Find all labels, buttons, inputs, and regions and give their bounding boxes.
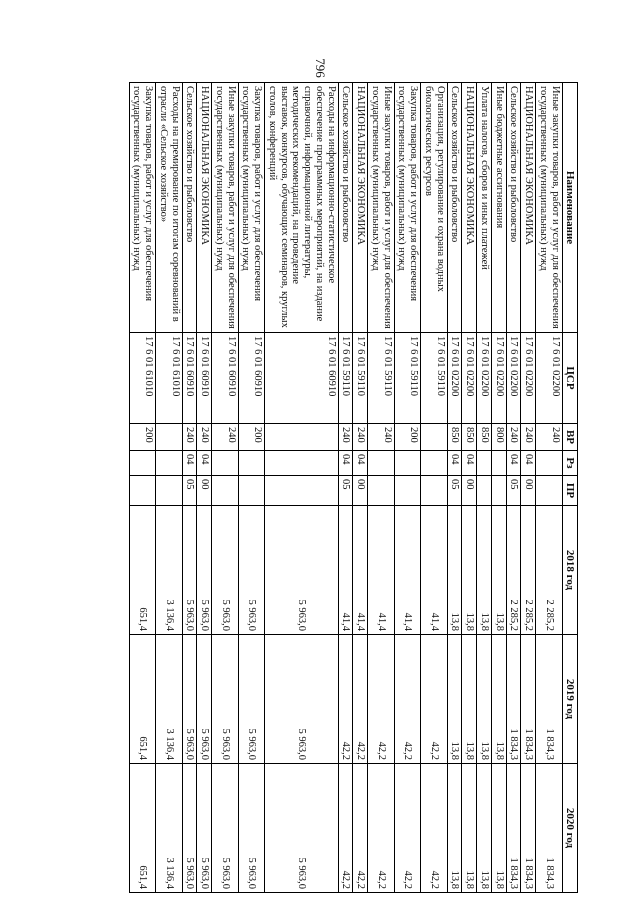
cell-pr: 00 [462, 476, 477, 506]
cell-2020: 5 963,0 [212, 764, 239, 893]
cell-name: Сельское хозяйство и рыболовство [506, 83, 521, 333]
cell-csr: 17 6 01 60910 [182, 333, 197, 424]
table-row [182, 83, 197, 893]
cell-2018: 5 963,0 [265, 506, 339, 635]
cell-vr: 850 [477, 424, 492, 451]
cell-pr [368, 476, 395, 506]
cell-pr [265, 476, 339, 506]
cell-2018: 13,8 [491, 506, 506, 635]
cell-csr: 17 6 01 60910 [265, 333, 339, 424]
cell-csr: 17 6 01 02200 [447, 333, 462, 424]
cell-pr [212, 476, 239, 506]
cell-2020: 5 963,0 [197, 764, 212, 893]
cell-pr: 00 [521, 476, 536, 506]
cell-2019: 651,4 [129, 635, 156, 764]
cell-name: Расходы на премирование по итогам соревнований в отрасли «Сельское хозяйство» [156, 83, 183, 333]
table-row [536, 83, 563, 893]
cell-csr: 17 6 01 61010 [129, 333, 156, 424]
table-row [197, 83, 212, 893]
cell-pr [394, 476, 421, 506]
cell-2019: 13,8 [477, 635, 492, 764]
cell-pr: 00 [353, 476, 368, 506]
cell-csr: 17 6 01 59110 [368, 333, 395, 424]
cell-vr [265, 424, 339, 451]
cell-2019: 5 963,0 [197, 635, 212, 764]
cell-2019: 5 963,0 [265, 635, 339, 764]
cell-2020: 42,2 [394, 764, 421, 893]
cell-vr: 240 [368, 424, 395, 451]
cell-2020: 1 834,3 [536, 764, 563, 893]
table-row [477, 83, 492, 893]
cell-vr: 240 [212, 424, 239, 451]
cell-name: Иные закупки товаров, работ и услуг для обеспечения государственных (муниципальных) нужд [212, 83, 239, 333]
cell-vr: 850 [462, 424, 477, 451]
cell-csr: 17 6 01 59110 [421, 333, 448, 424]
cell-2018: 5 963,0 [182, 506, 197, 635]
cell-rz [394, 451, 421, 476]
cell-2020: 5 963,0 [265, 764, 339, 893]
cell-2018: 13,8 [462, 506, 477, 635]
header-vr: ВР [562, 424, 577, 451]
cell-rz: 04 [197, 451, 212, 476]
cell-rz [156, 451, 183, 476]
cell-2020: 3 136,4 [156, 764, 183, 893]
cell-2020: 42,2 [421, 764, 448, 893]
table-row [212, 83, 239, 893]
cell-vr [156, 424, 183, 451]
cell-pr [156, 476, 183, 506]
header-name: Наименование [562, 83, 577, 333]
table-row [491, 83, 506, 893]
cell-2020: 42,2 [338, 764, 353, 893]
cell-name: НАЦИОНАЛЬНАЯ ЭКОНОМИКА [353, 83, 368, 333]
cell-2019: 13,8 [447, 635, 462, 764]
cell-pr [491, 476, 506, 506]
cell-vr: 200 [129, 424, 156, 451]
table-row [353, 83, 368, 893]
cell-pr: 05 [338, 476, 353, 506]
cell-csr: 17 6 01 59110 [338, 333, 353, 424]
cell-vr: 850 [447, 424, 462, 451]
cell-rz [238, 451, 265, 476]
cell-2019: 42,2 [394, 635, 421, 764]
cell-vr: 240 [353, 424, 368, 451]
cell-2018: 651,4 [129, 506, 156, 635]
header-pr: ПР [562, 476, 577, 506]
cell-pr: 00 [197, 476, 212, 506]
cell-csr: 17 6 01 02200 [521, 333, 536, 424]
cell-vr: 800 [491, 424, 506, 451]
cell-csr: 17 6 01 60910 [238, 333, 265, 424]
cell-csr: 17 6 01 02200 [462, 333, 477, 424]
cell-name: Закупка товаров, работ и услуг для обеспечения государственных (муниципальных) нужд [394, 83, 421, 333]
cell-pr: 05 [447, 476, 462, 506]
cell-2018: 2 285,2 [536, 506, 563, 635]
cell-2020: 5 963,0 [238, 764, 265, 893]
cell-name: Иные бюджетные ассигнования [491, 83, 506, 333]
table-row [506, 83, 521, 893]
cell-pr: 05 [506, 476, 521, 506]
cell-2020: 651,4 [129, 764, 156, 893]
cell-rz: 04 [521, 451, 536, 476]
cell-2020: 5 963,0 [182, 764, 197, 893]
cell-pr [238, 476, 265, 506]
cell-2019: 1 834,3 [521, 635, 536, 764]
cell-csr: 17 6 01 59110 [353, 333, 368, 424]
cell-vr: 240 [182, 424, 197, 451]
cell-csr: 17 6 01 02200 [536, 333, 563, 424]
cell-name: Сельское хозяйство и рыболовство [182, 83, 197, 333]
cell-2019: 5 963,0 [238, 635, 265, 764]
cell-2018: 41,4 [338, 506, 353, 635]
cell-name: Иные закупки товаров, работ и услуг для обеспечения государственных (муниципальных) нужд [368, 83, 395, 333]
table-header-row [562, 83, 577, 893]
table-row [462, 83, 477, 893]
table-row [338, 83, 353, 893]
cell-csr: 17 6 01 60910 [212, 333, 239, 424]
cell-2020: 1 834,3 [506, 764, 521, 893]
cell-rz: 04 [447, 451, 462, 476]
cell-name: Иные закупки товаров, работ и услуг для обеспечения государственных (муниципальных) нужд [536, 83, 563, 333]
table-row [129, 83, 156, 893]
cell-2019: 13,8 [491, 635, 506, 764]
cell-2019: 42,2 [338, 635, 353, 764]
cell-2020: 42,2 [368, 764, 395, 893]
cell-name: Сельское хозяйство и рыболовство [447, 83, 462, 333]
cell-2018: 2 285,2 [521, 506, 536, 635]
table-row [394, 83, 421, 893]
table-row [368, 83, 395, 893]
table-row [521, 83, 536, 893]
cell-2020: 13,8 [477, 764, 492, 893]
cell-vr: 240 [197, 424, 212, 451]
cell-rz [536, 451, 563, 476]
cell-pr: 05 [182, 476, 197, 506]
budget-table-container [44, 82, 578, 892]
cell-vr: 200 [238, 424, 265, 451]
cell-vr: 240 [521, 424, 536, 451]
cell-2018: 5 963,0 [197, 506, 212, 635]
cell-rz: 04 [353, 451, 368, 476]
cell-2018: 5 963,0 [238, 506, 265, 635]
cell-name: НАЦИОНАЛЬНАЯ ЭКОНОМИКА [462, 83, 477, 333]
cell-2018: 41,4 [368, 506, 395, 635]
cell-rz: 04 [338, 451, 353, 476]
cell-2020: 13,8 [447, 764, 462, 893]
header-rz: Рз [562, 451, 577, 476]
cell-vr: 240 [536, 424, 563, 451]
cell-2020: 42,2 [353, 764, 368, 893]
cell-name: НАЦИОНАЛЬНАЯ ЭКОНОМИКА [521, 83, 536, 333]
cell-2018: 13,8 [447, 506, 462, 635]
cell-2019: 42,2 [353, 635, 368, 764]
cell-2019: 42,2 [368, 635, 395, 764]
cell-rz: 04 [182, 451, 197, 476]
page-number: 796 [313, 58, 328, 78]
cell-2020: 13,8 [462, 764, 477, 893]
cell-rz [368, 451, 395, 476]
cell-pr [536, 476, 563, 506]
cell-csr: 17 6 01 60910 [197, 333, 212, 424]
budget-table [129, 82, 578, 893]
cell-2019: 42,2 [421, 635, 448, 764]
cell-vr: 240 [506, 424, 521, 451]
cell-2018: 5 963,0 [212, 506, 239, 635]
cell-vr [421, 424, 448, 451]
cell-2018: 41,4 [353, 506, 368, 635]
cell-2019: 5 963,0 [212, 635, 239, 764]
cell-2020: 1 834,3 [521, 764, 536, 893]
header-2020: 2020 год [562, 764, 577, 893]
cell-2019: 1 834,3 [506, 635, 521, 764]
cell-name: НАЦИОНАЛЬНАЯ ЭКОНОМИКА [197, 83, 212, 333]
cell-rz: 04 [506, 451, 521, 476]
cell-csr: 17 6 01 02200 [477, 333, 492, 424]
table-row [238, 83, 265, 893]
cell-csr: 17 6 01 02200 [491, 333, 506, 424]
cell-name: Сельское хозяйство и рыболовство [338, 83, 353, 333]
header-2019: 2019 год [562, 635, 577, 764]
table-row [156, 83, 183, 893]
cell-pr [421, 476, 448, 506]
cell-2018: 2 285,2 [506, 506, 521, 635]
cell-2020: 13,8 [491, 764, 506, 893]
cell-pr [477, 476, 492, 506]
cell-name: Организация, регулирование и охрана водных биологических ресурсов [421, 83, 448, 333]
header-2018: 2018 год [562, 506, 577, 635]
cell-pr [129, 476, 156, 506]
cell-2019: 1 834,3 [536, 635, 563, 764]
table-body [129, 83, 562, 893]
cell-2018: 3 136,4 [156, 506, 183, 635]
cell-2019: 13,8 [462, 635, 477, 764]
cell-2018: 41,4 [394, 506, 421, 635]
cell-rz [491, 451, 506, 476]
cell-name: Расходы на информационно-статистическое обеспечение программных мероприятий, на издание справочной, информационной литературы, методических рекомендаций, на проведение выставок, конкурсов, обучающих семинаров, круглых столов, конференций [265, 83, 339, 333]
cell-vr: 200 [394, 424, 421, 451]
cell-rz [212, 451, 239, 476]
table-row [421, 83, 448, 893]
cell-name: Закупка товаров, работ и услуг для обеспечения государственных (муниципальных) нужд [129, 83, 156, 333]
cell-2018: 13,8 [477, 506, 492, 635]
header-csr: ЦСР [562, 333, 577, 424]
cell-csr: 17 6 01 59110 [394, 333, 421, 424]
cell-2019: 3 136,4 [156, 635, 183, 764]
cell-name: Закупка товаров, работ и услуг для обеспечения государственных (муниципальных) нужд [238, 83, 265, 333]
cell-csr: 17 6 01 61010 [156, 333, 183, 424]
cell-rz [477, 451, 492, 476]
cell-rz [265, 451, 339, 476]
table-row [447, 83, 462, 893]
table-row [265, 83, 339, 893]
cell-rz: 04 [462, 451, 477, 476]
cell-rz [421, 451, 448, 476]
cell-vr: 240 [338, 424, 353, 451]
cell-csr: 17 6 01 02200 [506, 333, 521, 424]
cell-2019: 5 963,0 [182, 635, 197, 764]
cell-rz [129, 451, 156, 476]
cell-name: Уплата налогов, сборов и иных платежей [477, 83, 492, 333]
cell-2018: 41,4 [421, 506, 448, 635]
